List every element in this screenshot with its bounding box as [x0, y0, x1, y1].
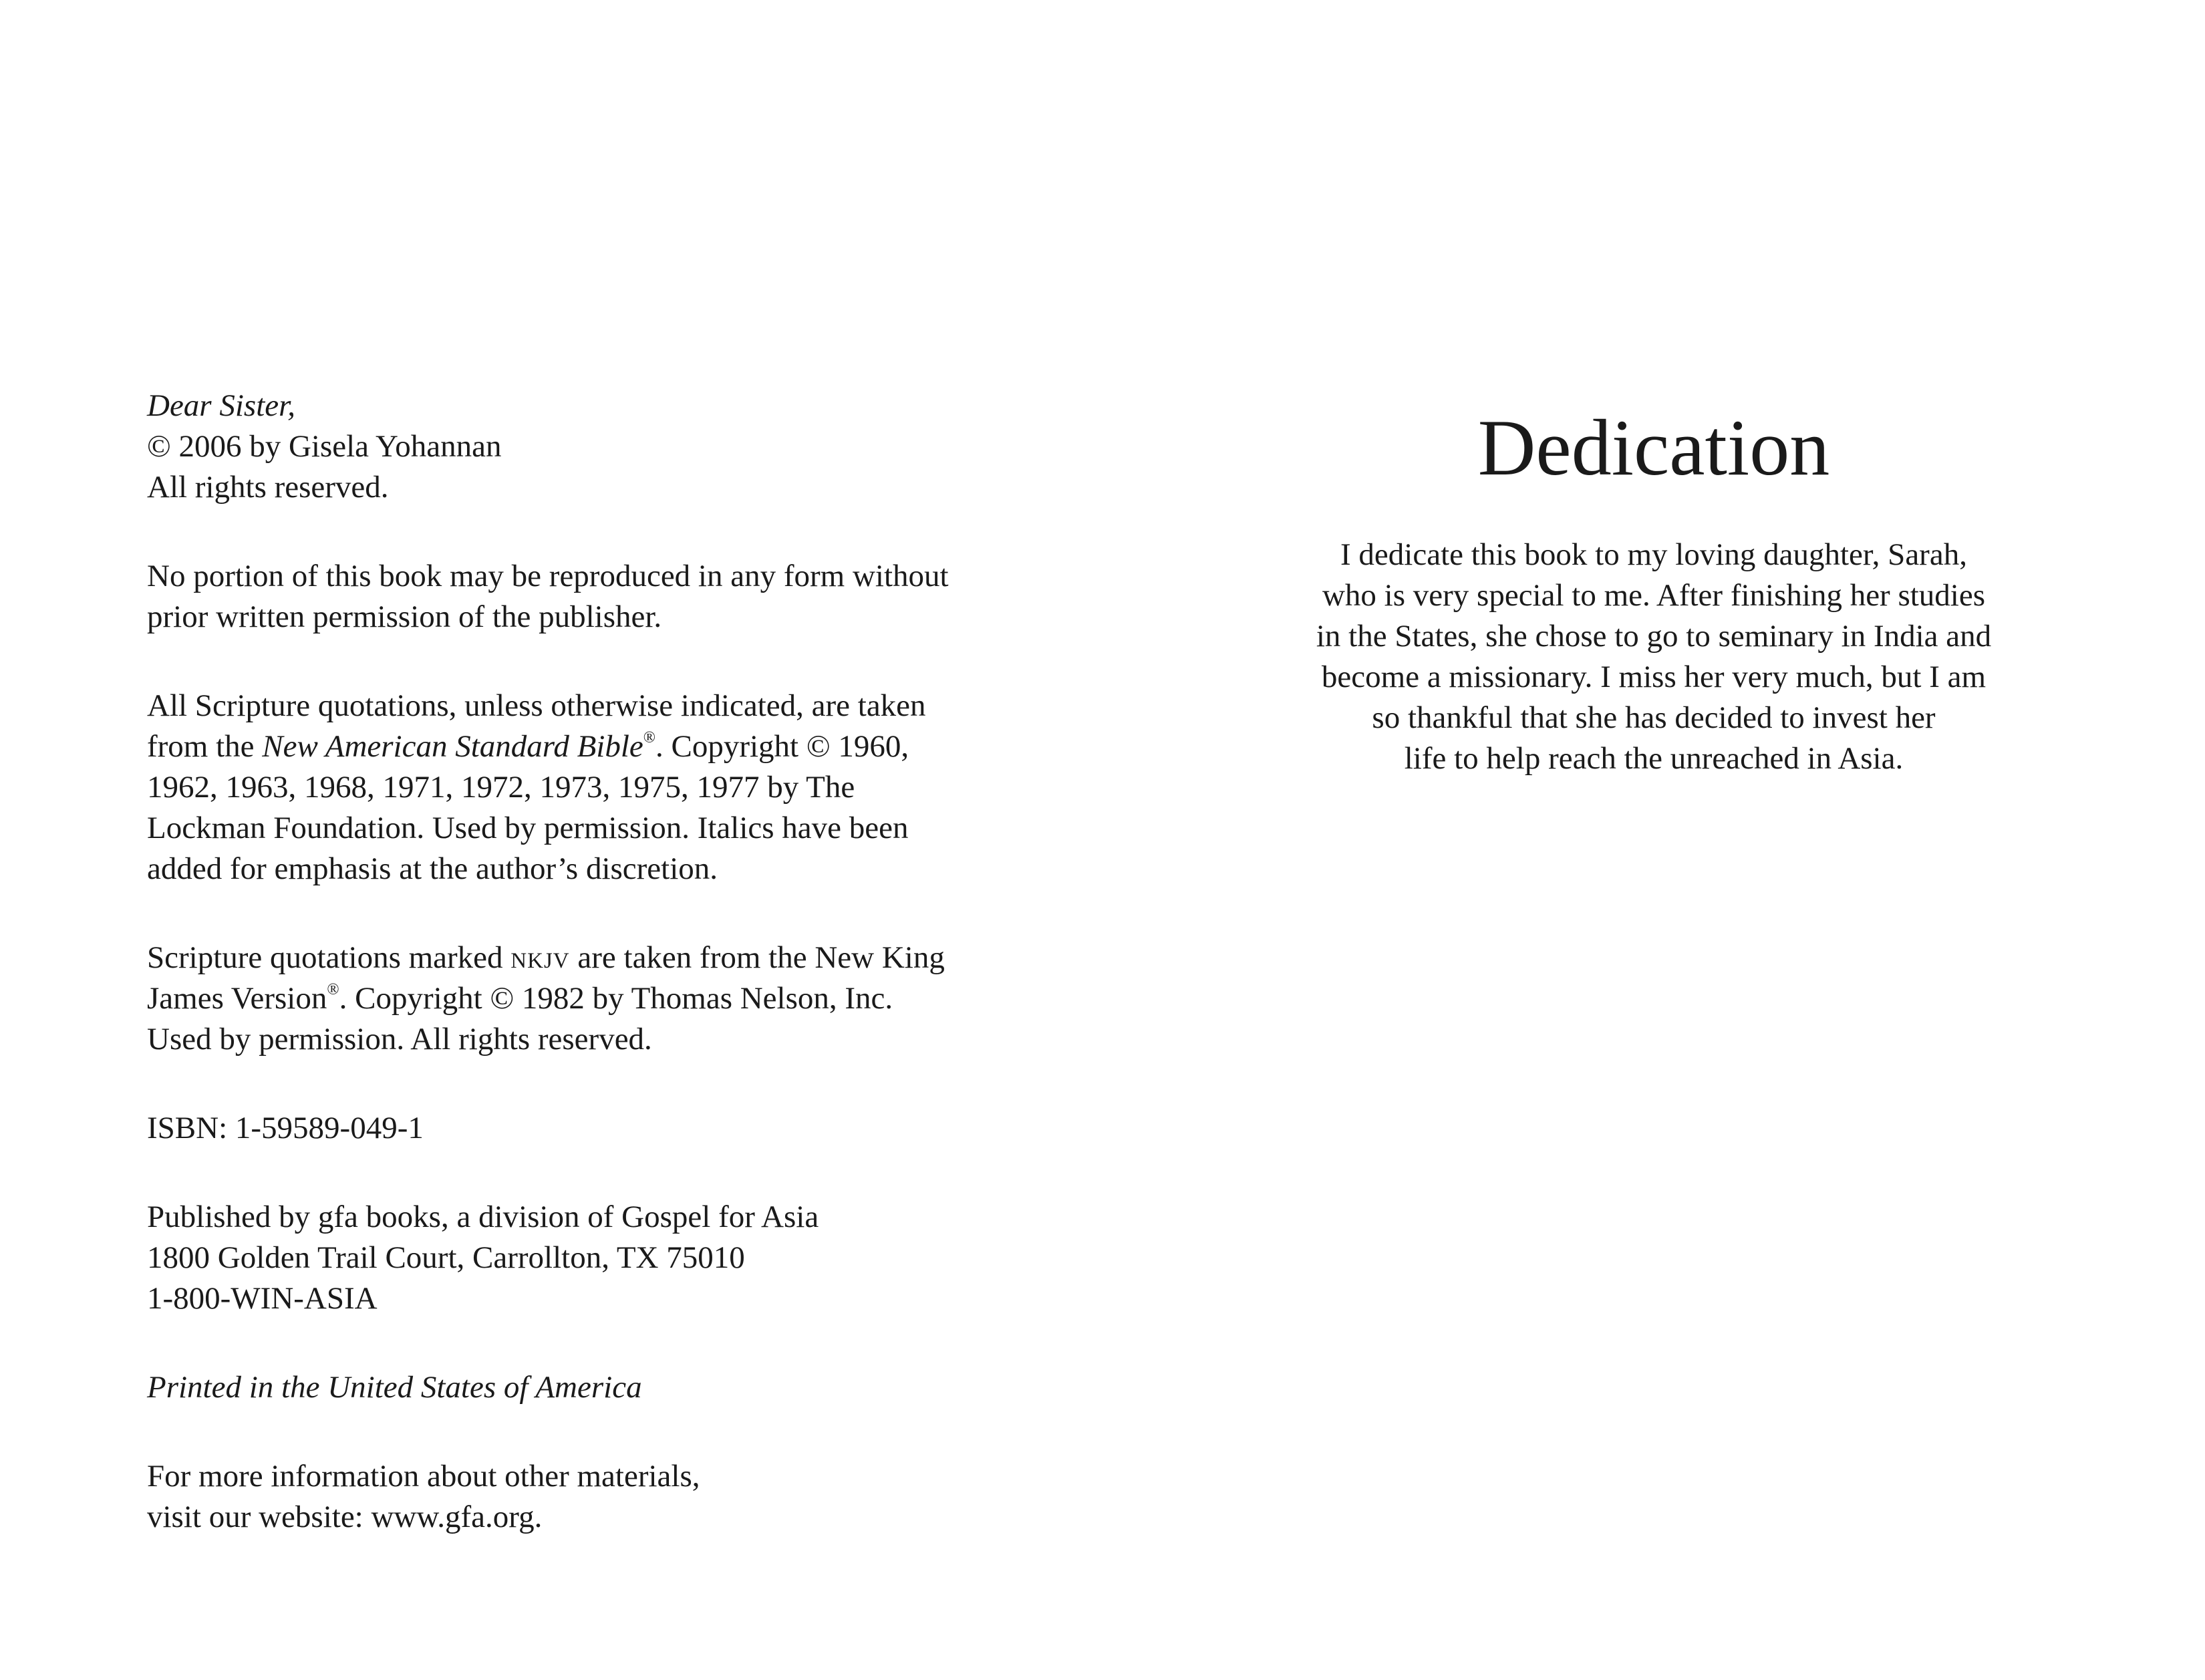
copyright-block [147, 386, 969, 1586]
nkjv-abbreviation: nkjv [510, 940, 570, 975]
book-info-paragraph [147, 386, 969, 508]
scripture-line [147, 726, 969, 767]
dedication-text [1102, 535, 2205, 779]
more-info-paragraph [147, 1456, 969, 1538]
permission-line: No portion of this book may be reproduced in any form without [147, 559, 949, 593]
scripture-line: All Scripture quotations, unless otherwise indicated, are taken [147, 688, 926, 723]
copyright-line: © 2006 by Gisela Yohannan [147, 429, 502, 464]
scripture-text: . Copyright © 1960, [655, 729, 909, 764]
nkjv-text: James Version [147, 981, 327, 1016]
nkjv-text: are taken from the New King [569, 940, 945, 975]
dedication-heading: Dedication [1477, 403, 1830, 492]
more-info-line: For more information about other materials, [147, 1459, 700, 1494]
nkjv-text: Scripture quotations marked [147, 940, 511, 975]
dedication-line: so thankful that she has decided to invest her [1372, 700, 1936, 735]
scripture-line: Lockman Foundation. Used by permission. Italics have been [147, 811, 909, 845]
isbn: ISBN: 1-59589-049-1 [147, 1111, 424, 1145]
isbn-paragraph [147, 1108, 969, 1149]
nkjv-line: Used by permission. All rights reserved. [147, 1022, 652, 1057]
dedication-page [1102, 0, 2205, 1680]
publisher-line: Published by gfa books, a division of Gospel for Asia [147, 1200, 819, 1234]
publisher-phone: 1-800-WIN-ASIA [147, 1281, 378, 1316]
bible-version-title: New American Standard Bible [262, 729, 643, 764]
scripture-line: 1962, 1963, 1968, 1971, 1972, 1973, 1975, 1977 by The [147, 770, 855, 805]
website-line: visit our website: www.gfa.org. [147, 1500, 543, 1534]
publisher-paragraph [147, 1197, 969, 1319]
printed-in: Printed in the United States of America [147, 1370, 642, 1405]
dedication-line: in the States, she chose to go to seminary in India and [1316, 619, 1992, 654]
registered-mark: ® [643, 729, 655, 747]
nkjv-line [147, 938, 969, 978]
permission-paragraph [147, 556, 969, 638]
scripture-line: added for emphasis at the author’s discretion. [147, 851, 718, 886]
book-title: Dear Sister, [147, 388, 295, 423]
dedication-line: life to help reach the unreached in Asia. [1404, 741, 1904, 776]
nkjv-line [147, 978, 969, 1019]
nkjv-paragraph [147, 938, 969, 1060]
permission-line: prior written permission of the publisher. [147, 599, 662, 634]
dedication-line: become a missionary. I miss her very much, but I am [1321, 660, 1987, 694]
dedication-line: who is very special to me. After finishing her studies [1322, 578, 1986, 613]
scripture-text: from the [147, 729, 263, 764]
printed-paragraph [147, 1367, 969, 1408]
registered-mark: ® [327, 981, 339, 999]
rights-line: All rights reserved. [147, 470, 389, 505]
nkjv-text: . Copyright © 1982 by Thomas Nelson, Inc. [339, 981, 893, 1016]
copyright-page [0, 0, 1102, 1680]
dedication-line: I dedicate this book to my loving daughter, Sarah, [1340, 537, 1967, 572]
scripture-paragraph [147, 686, 969, 889]
publisher-address: 1800 Golden Trail Court, Carrollton, TX 75010 [147, 1240, 745, 1275]
